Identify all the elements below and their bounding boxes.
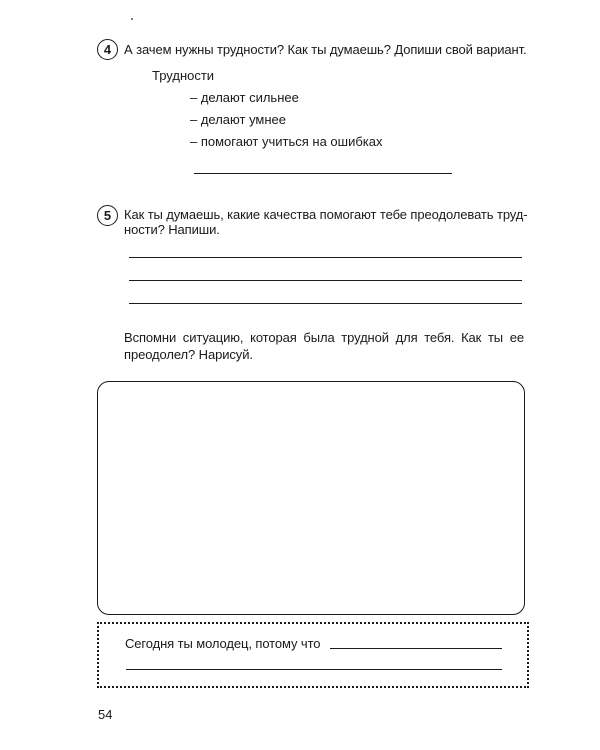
question-5-prompt-line1: Как ты думаешь, какие качества помогают тебе преодолевать труд-: [124, 207, 528, 222]
page-number: 54: [98, 707, 113, 722]
stray-dot: [131, 18, 133, 20]
q5-answer-line-1[interactable]: [129, 257, 522, 258]
question-5-prompt-line2: ности? Напиши.: [124, 222, 220, 237]
question-4-prompt: А зачем нужны трудности? Как ты думаешь? Допиши свой вариант.: [124, 42, 527, 57]
question-5-number: 5: [97, 205, 118, 226]
q5-answer-line-3[interactable]: [129, 303, 522, 304]
praise-text: Сегодня ты молодец, потому что: [125, 636, 321, 651]
drawing-area[interactable]: [97, 381, 525, 615]
praise-answer-line-2[interactable]: [126, 669, 502, 670]
list-item: – делают умнее: [190, 112, 287, 127]
praise-answer-line-1[interactable]: [330, 648, 502, 649]
question-4-number: 4: [97, 39, 118, 60]
drawing-task-line1: Вспомни ситуацию, которая была трудной для тебя. Как ты ее: [124, 330, 524, 345]
difficulties-heading: Трудности: [152, 68, 215, 83]
list-item: – делают сильнее: [190, 90, 299, 105]
q4-answer-line[interactable]: [194, 173, 452, 174]
q5-answer-line-2[interactable]: [129, 280, 522, 281]
praise-box: [97, 622, 529, 688]
drawing-task-line2: преодолел? Нарисуй.: [124, 347, 253, 362]
list-item: – помогают учиться на ошибках: [190, 134, 383, 149]
